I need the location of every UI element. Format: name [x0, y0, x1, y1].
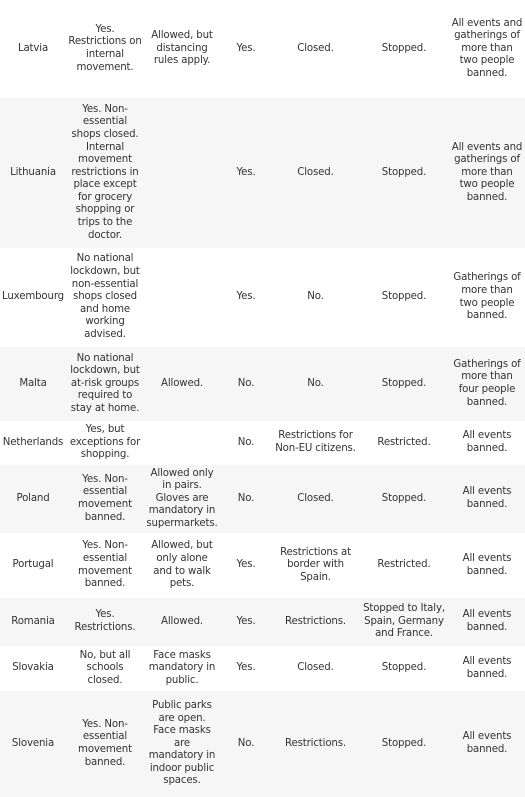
flights-cell: Restricted.: [359, 421, 449, 465]
borders-cell: Closed.: [272, 98, 359, 248]
outdoor-cell: Allowed.: [144, 598, 220, 646]
lockdown-cell: No, but all schools closed.: [66, 646, 144, 691]
lockdown-cell: Yes. Non-essential shops closed. Internal movement restrictions in place except for grocery shopping or trips to the doctor.: [66, 98, 144, 248]
table-row: [0, 691, 525, 797]
flights-cell: Stopped.: [359, 646, 449, 691]
schools-cell: Yes.: [220, 533, 272, 598]
table-row: [0, 646, 525, 691]
borders-cell: No.: [272, 347, 359, 421]
lockdown-cell: Yes, but exceptions for shopping.: [66, 421, 144, 465]
table-row: [0, 248, 525, 347]
country-cell: Lithuania: [0, 98, 66, 248]
table-row: [0, 0, 525, 98]
gatherings-cell: All events banned.: [449, 691, 525, 797]
borders-cell: Restrictions at border with Spain.: [272, 533, 359, 598]
gatherings-cell: Gatherings of more than four people banned.: [449, 347, 525, 421]
schools-cell: Yes.: [220, 248, 272, 347]
schools-cell: No.: [220, 465, 272, 533]
schools-cell: Yes.: [220, 0, 272, 98]
outdoor-cell: Allowed, but only alone and to walk pets.: [144, 533, 220, 598]
country-cell: Poland: [0, 465, 66, 533]
schools-cell: No.: [220, 421, 272, 465]
outdoor-cell: [144, 98, 220, 248]
lockdown-cell: No national lockdown, but at-risk groups required to stay at home.: [66, 347, 144, 421]
gatherings-cell: Gatherings of more than two people banned.: [449, 248, 525, 347]
lockdown-cell: Yes. Non-essential movement banned.: [66, 691, 144, 797]
table-row: [0, 598, 525, 646]
lockdown-cell: Yes. Non-essential movement banned.: [66, 533, 144, 598]
country-cell: Luxembourg: [0, 248, 66, 347]
borders-cell: Closed.: [272, 646, 359, 691]
outdoor-cell: Public parks are open. Face masks are mandatory in indoor public spaces.: [144, 691, 220, 797]
outdoor-cell: Allowed.: [144, 347, 220, 421]
borders-cell: No.: [272, 248, 359, 347]
flights-cell: Stopped.: [359, 98, 449, 248]
gatherings-cell: All events banned.: [449, 598, 525, 646]
schools-cell: No.: [220, 691, 272, 797]
borders-cell: Restrictions.: [272, 691, 359, 797]
flights-cell: Stopped to Italy, Spain, Germany and France.: [359, 598, 449, 646]
country-cell: Latvia: [0, 0, 66, 98]
outdoor-cell: [144, 421, 220, 465]
gatherings-cell: All events banned.: [449, 421, 525, 465]
flights-cell: Stopped.: [359, 248, 449, 347]
flights-cell: Restricted.: [359, 533, 449, 598]
country-cell: Slovenia: [0, 691, 66, 797]
lockdown-cell: No national lockdown, but non-essential shops closed and home working advised.: [66, 248, 144, 347]
gatherings-cell: All events banned.: [449, 465, 525, 533]
gatherings-cell: All events and gatherings of more than two people banned.: [449, 0, 525, 98]
flights-cell: Stopped.: [359, 347, 449, 421]
schools-cell: Yes.: [220, 598, 272, 646]
borders-cell: Closed.: [272, 0, 359, 98]
outdoor-cell: Allowed only in pairs. Gloves are mandatory in supermarkets.: [144, 465, 220, 533]
borders-cell: Closed.: [272, 465, 359, 533]
gatherings-cell: All events and gatherings of more than two people banned.: [449, 98, 525, 248]
borders-cell: Restrictions for Non-EU citizens.: [272, 421, 359, 465]
outdoor-cell: Face masks mandatory in public.: [144, 646, 220, 691]
country-cell: Slovakia: [0, 646, 66, 691]
borders-cell: Restrictions.: [272, 598, 359, 646]
table-row: [0, 347, 525, 421]
table-row: [0, 533, 525, 598]
flights-cell: Stopped.: [359, 0, 449, 98]
flights-cell: Stopped.: [359, 465, 449, 533]
country-cell: Malta: [0, 347, 66, 421]
gatherings-cell: All events banned.: [449, 533, 525, 598]
table-row: [0, 421, 525, 465]
schools-cell: No.: [220, 347, 272, 421]
country-cell: Netherlands: [0, 421, 66, 465]
flights-cell: Stopped.: [359, 691, 449, 797]
outdoor-cell: [144, 248, 220, 347]
schools-cell: Yes.: [220, 646, 272, 691]
lockdown-cell: Yes. Restrictions.: [66, 598, 144, 646]
outdoor-cell: Allowed, but distancing rules apply.: [144, 0, 220, 98]
lockdown-cell: Yes. Restrictions on internal movement.: [66, 0, 144, 98]
table-row: [0, 98, 525, 248]
gatherings-cell: All events banned.: [449, 646, 525, 691]
table-row: [0, 465, 525, 533]
country-cell: Portugal: [0, 533, 66, 598]
country-cell: Romania: [0, 598, 66, 646]
schools-cell: Yes.: [220, 98, 272, 248]
lockdown-cell: Yes. Non-essential movement banned.: [66, 465, 144, 533]
